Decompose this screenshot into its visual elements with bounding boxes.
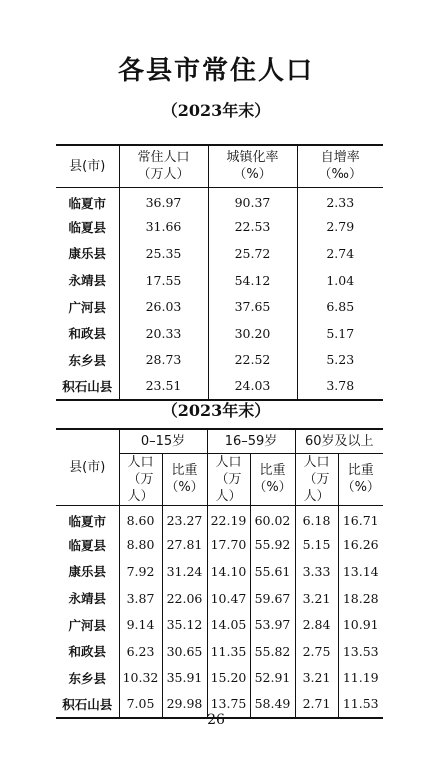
value-cell: 3.21 [295, 665, 338, 692]
value-cell: 2.79 [297, 214, 383, 241]
age-structure-table [56, 428, 383, 719]
county-name-cell: 东乡县 [68, 352, 106, 368]
value-cell: 6.23 [119, 638, 162, 665]
table-row [56, 638, 383, 665]
value-cell: 5.17 [297, 320, 383, 347]
value-cell: 5.23 [297, 347, 383, 374]
population-table [56, 144, 383, 401]
value-cell: 20.33 [119, 320, 208, 347]
county-name-cell: 永靖县 [68, 591, 106, 607]
value-cell: 30.20 [208, 320, 297, 347]
value-cell: 24.03 [208, 373, 297, 400]
table2-subtitle: （2023年末） [161, 401, 271, 420]
value-cell: 31.24 [162, 558, 207, 585]
value-cell: 5.15 [295, 532, 338, 559]
value-cell: 2.84 [295, 611, 338, 638]
county-name-cell: 积石山县 [62, 696, 113, 712]
value-cell: 6.85 [297, 293, 383, 320]
value-cell: 18.28 [338, 585, 383, 612]
value-cell: 29.98 [162, 691, 207, 718]
value-cell: 90.37 [208, 187, 297, 214]
value-cell: 10.47 [207, 585, 250, 612]
value-cell: 58.49 [250, 691, 295, 718]
value-cell: 11.19 [338, 665, 383, 692]
table-row [56, 505, 383, 532]
value-cell: 13.14 [338, 558, 383, 585]
value-cell: 15.20 [207, 665, 250, 692]
value-cell: 2.33 [297, 187, 383, 214]
county-name-cell: 东乡县 [68, 670, 106, 686]
value-cell: 17.70 [207, 532, 250, 559]
growth-rate-header: 自增率 （‰） [297, 145, 383, 187]
value-cell: 8.80 [119, 532, 162, 559]
table-row [56, 532, 383, 559]
value-cell: 13.75 [207, 691, 250, 718]
sub-header: 比重 （%） [162, 453, 207, 505]
value-cell: 54.12 [208, 267, 297, 294]
table-row [56, 320, 383, 347]
table-row [56, 240, 383, 267]
sub-header: 人口 （万人） [207, 453, 250, 505]
value-cell: 30.65 [162, 638, 207, 665]
county-header: 县(市) [56, 145, 119, 187]
value-cell: 36.97 [119, 187, 208, 214]
value-cell: 23.27 [162, 505, 207, 532]
value-cell: 53.97 [250, 611, 295, 638]
value-cell: 16.26 [338, 532, 383, 559]
value-cell: 55.61 [250, 558, 295, 585]
value-cell: 37.65 [208, 293, 297, 320]
county-name-cell: 广河县 [68, 617, 106, 633]
sub-header: 比重 （%） [338, 453, 383, 505]
value-cell: 11.35 [207, 638, 250, 665]
county-name-cell: 临夏市 [68, 195, 106, 211]
value-cell: 10.32 [119, 665, 162, 692]
table-row [56, 558, 383, 585]
table-row [56, 347, 383, 374]
value-cell: 35.12 [162, 611, 207, 638]
page-number: － 26 － [188, 712, 244, 728]
county-name-cell: 临夏县 [68, 537, 106, 553]
value-cell: 9.14 [119, 611, 162, 638]
table-row [56, 187, 383, 214]
page-title: 各县市常住人口 [117, 56, 314, 86]
county-name-cell: 积石山县 [62, 378, 113, 394]
value-cell: 14.05 [207, 611, 250, 638]
table-row [56, 293, 383, 320]
value-cell: 59.67 [250, 585, 295, 612]
value-cell: 23.51 [119, 373, 208, 400]
value-cell: 14.10 [207, 558, 250, 585]
value-cell: 25.35 [119, 240, 208, 267]
value-cell: 2.74 [297, 240, 383, 267]
value-cell: 6.18 [295, 505, 338, 532]
table-row [56, 611, 383, 638]
county-name-cell: 康乐县 [68, 564, 106, 580]
population-header: 常住人口 （万人） [119, 145, 208, 187]
value-cell: 26.03 [119, 293, 208, 320]
age-group-0-15: 0–15岁 [119, 429, 207, 453]
value-cell: 3.87 [119, 585, 162, 612]
value-cell: 22.19 [207, 505, 250, 532]
urbanization-header: 城镇化率 （%） [208, 145, 297, 187]
value-cell: 55.82 [250, 638, 295, 665]
age-group-16-59: 16–59岁 [207, 429, 295, 453]
sub-header: 比重 （%） [250, 453, 295, 505]
value-cell: 52.91 [250, 665, 295, 692]
table1-subtitle: （2023年末） [161, 101, 271, 120]
sub-header: 人口 （万人） [119, 453, 162, 505]
sub-header: 人口 （万人） [295, 453, 338, 505]
value-cell: 7.92 [119, 558, 162, 585]
value-cell: 16.71 [338, 505, 383, 532]
age-group-60-plus: 60岁及以上 [295, 429, 383, 453]
table-row [56, 373, 383, 400]
value-cell: 31.66 [119, 214, 208, 241]
value-cell: 2.71 [295, 691, 338, 718]
value-cell: 1.04 [297, 267, 383, 294]
value-cell: 7.05 [119, 691, 162, 718]
value-cell: 11.53 [338, 691, 383, 718]
table1-header-row [56, 145, 383, 187]
table-row [56, 214, 383, 241]
county-name-cell: 临夏市 [68, 513, 106, 529]
county-header: 县(市) [56, 429, 119, 505]
table-row [56, 585, 383, 612]
value-cell: 22.52 [208, 347, 297, 374]
table-row [56, 267, 383, 294]
value-cell: 8.60 [119, 505, 162, 532]
value-cell: 25.72 [208, 240, 297, 267]
county-name-cell: 和政县 [68, 326, 106, 342]
table2-group-row [56, 429, 383, 453]
value-cell: 55.92 [250, 532, 295, 559]
value-cell: 3.21 [295, 585, 338, 612]
value-cell: 10.91 [338, 611, 383, 638]
value-cell: 28.73 [119, 347, 208, 374]
county-name-cell: 永靖县 [68, 273, 106, 289]
county-name-cell: 和政县 [68, 644, 106, 660]
value-cell: 13.53 [338, 638, 383, 665]
county-name-cell: 临夏县 [68, 219, 106, 235]
value-cell: 22.53 [208, 214, 297, 241]
value-cell: 27.81 [162, 532, 207, 559]
value-cell: 35.91 [162, 665, 207, 692]
county-name-cell: 康乐县 [68, 246, 106, 262]
table-row [56, 665, 383, 692]
value-cell: 3.33 [295, 558, 338, 585]
value-cell: 22.06 [162, 585, 207, 612]
value-cell: 60.02 [250, 505, 295, 532]
value-cell: 3.78 [297, 373, 383, 400]
value-cell: 2.75 [295, 638, 338, 665]
value-cell: 17.55 [119, 267, 208, 294]
county-name-cell: 广河县 [68, 299, 106, 315]
